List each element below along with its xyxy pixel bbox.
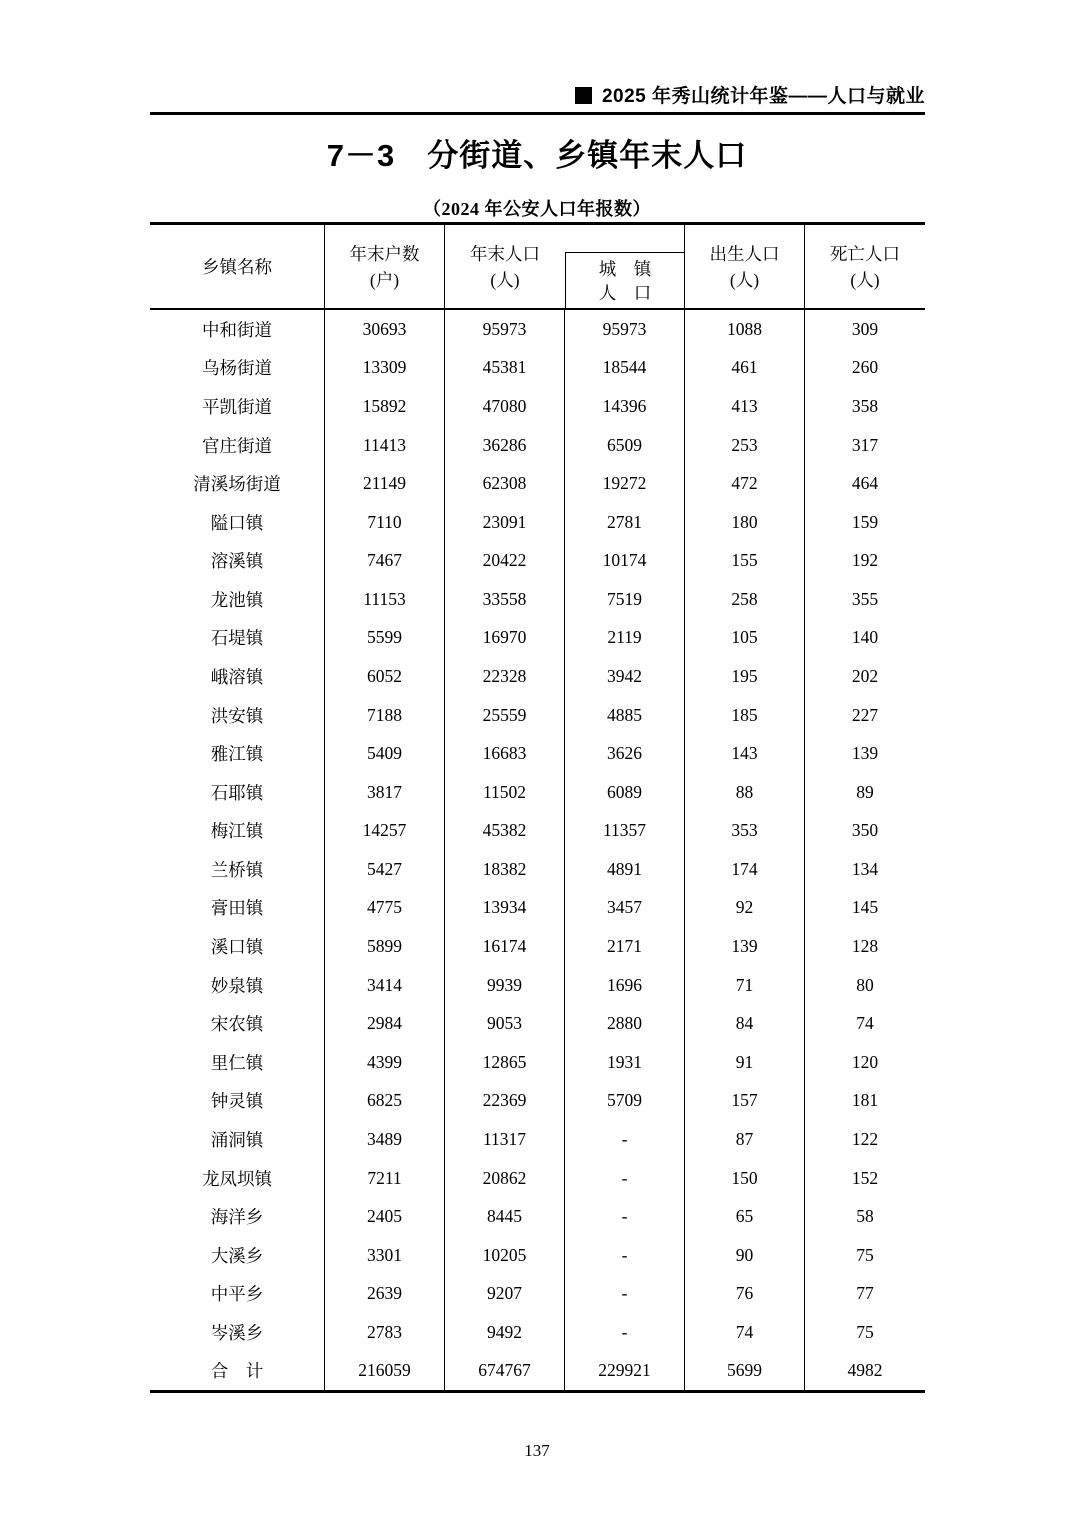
population-cell: 11502 (445, 773, 565, 812)
households-cell: 14257 (325, 812, 445, 851)
births-cell: 413 (685, 387, 805, 426)
population-cell: 11317 (445, 1120, 565, 1159)
births-cell: 1088 (685, 310, 805, 349)
township-name-cell: 宋农镇 (150, 1004, 325, 1043)
township-name-cell: 岑溪乡 (150, 1313, 325, 1352)
urban-population-cell: 5709 (565, 1082, 685, 1121)
deaths-cell: 134 (851, 858, 879, 879)
deaths-cell: 120 (851, 1051, 879, 1072)
table-row (150, 966, 925, 1005)
table-row (150, 1159, 925, 1198)
header-label: 死亡人口 (830, 243, 900, 264)
population-cell: 36286 (445, 426, 565, 465)
births-cell: 461 (685, 349, 805, 388)
births-cell: 84 (685, 1004, 805, 1043)
urban-population-cell: 4885 (565, 696, 685, 735)
table-row (150, 1236, 925, 1275)
households-cell: 11413 (325, 426, 445, 465)
households-cell: 4399 (325, 1043, 445, 1082)
deaths-cell: 260 (851, 357, 879, 378)
table-row (150, 850, 925, 889)
urban-population-cell: 2171 (565, 927, 685, 966)
deaths-cell: 4982 (847, 1360, 883, 1381)
births-cell: 150 (685, 1159, 805, 1198)
deaths-cell: 202 (851, 665, 879, 686)
header-unit: (人) (850, 269, 880, 290)
births-cell: 185 (685, 696, 805, 735)
deaths-cell: 77 (856, 1283, 874, 1304)
households-cell: 3489 (325, 1120, 445, 1159)
township-name-cell: 海洋乡 (150, 1197, 325, 1236)
column-header-urban-population (565, 225, 685, 308)
header-unit: (户) (369, 269, 400, 290)
running-header (150, 81, 925, 108)
table-header-row (150, 222, 925, 310)
page-number: 137 (524, 1441, 550, 1460)
table-row (150, 426, 925, 465)
page-title: 7－3 分街道、乡镇年末人口 (326, 138, 748, 173)
households-cell: 6825 (325, 1082, 445, 1121)
table-row (150, 349, 925, 388)
population-cell: 8445 (445, 1197, 565, 1236)
urban-population-cell: - (565, 1274, 685, 1313)
households-cell: 2783 (325, 1313, 445, 1352)
births-cell: 88 (685, 773, 805, 812)
running-header-text: 2025 年秀山统计年鉴——人口与就业 (601, 86, 925, 107)
deaths-cell: 358 (851, 395, 879, 416)
population-cell: 47080 (445, 387, 565, 426)
table-row (150, 927, 925, 966)
population-cell: 16970 (445, 619, 565, 658)
households-cell: 3414 (325, 966, 445, 1005)
births-cell: 74 (685, 1313, 805, 1352)
column-header-births (685, 225, 805, 308)
column-header-population (445, 225, 565, 308)
births-cell: 258 (685, 580, 805, 619)
urban-population-cell: - (565, 1120, 685, 1159)
urban-population-cell: 7519 (565, 580, 685, 619)
township-name-cell: 中平乡 (150, 1274, 325, 1313)
births-cell: 180 (685, 503, 805, 542)
households-cell: 2405 (325, 1197, 445, 1236)
column-header-deaths (805, 225, 925, 308)
population-cell: 16174 (445, 927, 565, 966)
population-cell: 95973 (445, 310, 565, 349)
table-row (150, 657, 925, 696)
township-name-cell: 龙池镇 (150, 580, 325, 619)
births-cell: 87 (685, 1120, 805, 1159)
table-row (150, 619, 925, 658)
table-row (150, 387, 925, 426)
table-row (150, 503, 925, 542)
population-cell: 45382 (445, 812, 565, 851)
urban-population-subheader (565, 252, 684, 308)
births-cell: 90 (685, 1236, 805, 1275)
township-name-cell: 钟灵镇 (150, 1082, 325, 1121)
column-header-township (150, 225, 325, 308)
township-name-cell: 里仁镇 (150, 1043, 325, 1082)
deaths-cell: 192 (851, 550, 879, 571)
urban-population-cell: 2880 (565, 1004, 685, 1043)
urban-population-cell: 95973 (565, 310, 685, 349)
births-cell: 195 (685, 657, 805, 696)
urban-population-cell: 3626 (565, 734, 685, 773)
deaths-cell: 80 (856, 974, 874, 995)
deaths-cell: 355 (851, 588, 879, 609)
deaths-cell: 309 (851, 318, 879, 339)
population-cell: 45381 (445, 349, 565, 388)
township-name-cell: 溶溪镇 (150, 541, 325, 580)
deaths-cell: 140 (851, 627, 879, 648)
table-body (150, 310, 925, 1393)
households-cell: 11153 (325, 580, 445, 619)
column-header-households (325, 225, 445, 308)
households-cell: 2639 (325, 1274, 445, 1313)
township-name-cell: 清溪场街道 (150, 464, 325, 503)
header-unit: (人) (490, 269, 520, 290)
households-cell: 4775 (325, 889, 445, 928)
urban-population-cell: 3942 (565, 657, 685, 696)
header-label: 人 口 (598, 282, 652, 303)
township-name-cell: 隘口镇 (150, 503, 325, 542)
population-cell: 16683 (445, 734, 565, 773)
table-row (150, 889, 925, 928)
deaths-cell: 227 (851, 704, 879, 725)
table-row (150, 1004, 925, 1043)
urban-population-cell: 229921 (565, 1352, 685, 1391)
township-name-cell: 石堤镇 (150, 619, 325, 658)
urban-population-cell: 10174 (565, 541, 685, 580)
births-cell: 253 (685, 426, 805, 465)
population-cell: 12865 (445, 1043, 565, 1082)
table-row (150, 1043, 925, 1082)
households-cell: 6052 (325, 657, 445, 696)
township-name-cell: 大溪乡 (150, 1236, 325, 1275)
urban-population-cell: 6089 (565, 773, 685, 812)
population-cell: 23091 (445, 503, 565, 542)
table-row (150, 812, 925, 851)
population-cell: 10205 (445, 1236, 565, 1275)
table-row (150, 696, 925, 735)
urban-population-cell: 2119 (565, 619, 685, 658)
deaths-cell: 75 (856, 1321, 874, 1342)
births-cell: 92 (685, 889, 805, 928)
urban-population-cell: 1931 (565, 1043, 685, 1082)
table-row (150, 464, 925, 503)
urban-population-cell: - (565, 1236, 685, 1275)
black-square-icon (575, 87, 592, 104)
urban-population-cell: - (565, 1159, 685, 1198)
table-row (150, 1082, 925, 1121)
township-name-cell: 峨溶镇 (150, 657, 325, 696)
table-row (150, 1120, 925, 1159)
births-cell: 91 (685, 1043, 805, 1082)
table-row (150, 1274, 925, 1313)
households-cell: 13309 (325, 349, 445, 388)
households-cell: 5427 (325, 850, 445, 889)
households-cell: 7211 (325, 1159, 445, 1198)
population-cell: 13934 (445, 889, 565, 928)
table-row (150, 773, 925, 812)
births-cell: 155 (685, 541, 805, 580)
township-name-cell: 官庄街道 (150, 426, 325, 465)
population-cell: 20422 (445, 541, 565, 580)
population-cell: 18382 (445, 850, 565, 889)
table-row (150, 1197, 925, 1236)
population-cell: 9492 (445, 1313, 565, 1352)
township-name-cell: 洪安镇 (150, 696, 325, 735)
urban-population-cell: 1696 (565, 966, 685, 1005)
deaths-cell: 128 (851, 936, 879, 957)
deaths-cell: 74 (856, 1013, 874, 1034)
urban-population-cell: 4891 (565, 850, 685, 889)
urban-population-cell: 2781 (565, 503, 685, 542)
births-cell: 71 (685, 966, 805, 1005)
deaths-cell: 464 (851, 473, 879, 494)
households-cell: 216059 (325, 1352, 445, 1391)
header-unit: (人) (729, 269, 760, 290)
header-rule-divider (150, 112, 925, 115)
header-label: 乡镇名称 (202, 256, 272, 277)
households-cell: 5409 (325, 734, 445, 773)
table-row (150, 1352, 925, 1391)
township-name-cell: 中和街道 (150, 310, 325, 349)
township-name-cell: 膏田镇 (150, 889, 325, 928)
population-cell: 33558 (445, 580, 565, 619)
deaths-cell: 152 (851, 1167, 879, 1188)
township-name-cell: 乌杨街道 (150, 349, 325, 388)
table-row (150, 580, 925, 619)
deaths-cell: 145 (851, 897, 879, 918)
urban-population-cell: 6509 (565, 426, 685, 465)
births-cell: 157 (685, 1082, 805, 1121)
township-name-cell: 石耶镇 (150, 773, 325, 812)
births-cell: 174 (685, 850, 805, 889)
population-cell: 25559 (445, 696, 565, 735)
deaths-cell: 58 (856, 1206, 874, 1227)
table-row (150, 734, 925, 773)
urban-population-cell: - (565, 1197, 685, 1236)
table-row (150, 541, 925, 580)
header-label: 年末人口 (470, 243, 540, 264)
households-cell: 21149 (325, 464, 445, 503)
deaths-cell: 159 (851, 511, 879, 532)
township-name-cell: 合 计 (150, 1352, 325, 1391)
page-subtitle: （2024 年公安人口年报数） (423, 199, 651, 219)
urban-population-cell: - (565, 1313, 685, 1352)
population-cell: 9207 (445, 1274, 565, 1313)
births-cell: 353 (685, 812, 805, 851)
households-cell: 7467 (325, 541, 445, 580)
deaths-cell: 122 (851, 1128, 879, 1149)
township-name-cell: 梅江镇 (150, 812, 325, 851)
deaths-cell: 75 (856, 1244, 874, 1265)
header-label: 年末户数 (349, 243, 420, 264)
population-cell: 22328 (445, 657, 565, 696)
table-row (150, 1313, 925, 1352)
households-cell: 2984 (325, 1004, 445, 1043)
township-name-cell: 涌洞镇 (150, 1120, 325, 1159)
households-cell: 3817 (325, 773, 445, 812)
township-name-cell: 龙凤坝镇 (150, 1159, 325, 1198)
population-cell: 9939 (445, 966, 565, 1005)
births-cell: 76 (685, 1274, 805, 1313)
population-cell: 9053 (445, 1004, 565, 1043)
township-name-cell: 兰桥镇 (150, 850, 325, 889)
households-cell: 5899 (325, 927, 445, 966)
urban-population-cell: 3457 (565, 889, 685, 928)
births-cell: 472 (685, 464, 805, 503)
table-row (150, 310, 925, 349)
population-cell: 20862 (445, 1159, 565, 1198)
deaths-cell: 89 (856, 781, 874, 802)
households-cell: 5599 (325, 619, 445, 658)
households-cell: 15892 (325, 387, 445, 426)
township-name-cell: 溪口镇 (150, 927, 325, 966)
population-cell: 62308 (445, 464, 565, 503)
header-label: 城 镇 (598, 258, 652, 279)
births-cell: 143 (685, 734, 805, 773)
urban-population-cell: 11357 (565, 812, 685, 851)
households-cell: 7188 (325, 696, 445, 735)
deaths-cell: 350 (851, 820, 879, 841)
urban-population-cell: 14396 (565, 387, 685, 426)
deaths-cell: 181 (851, 1090, 879, 1111)
households-cell: 7110 (325, 503, 445, 542)
deaths-cell: 139 (851, 743, 879, 764)
township-name-cell: 妙泉镇 (150, 966, 325, 1005)
township-name-cell: 雅江镇 (150, 734, 325, 773)
births-cell: 65 (685, 1197, 805, 1236)
households-cell: 30693 (325, 310, 445, 349)
births-cell: 139 (685, 927, 805, 966)
population-cell: 674767 (445, 1352, 565, 1391)
urban-population-cell: 18544 (565, 349, 685, 388)
deaths-cell: 317 (851, 434, 879, 455)
urban-population-cell: 19272 (565, 464, 685, 503)
births-cell: 5699 (685, 1352, 805, 1391)
households-cell: 3301 (325, 1236, 445, 1275)
births-cell: 105 (685, 619, 805, 658)
header-label: 出生人口 (709, 243, 780, 264)
township-name-cell: 平凯街道 (150, 387, 325, 426)
population-table (150, 222, 925, 1393)
population-cell: 22369 (445, 1082, 565, 1121)
